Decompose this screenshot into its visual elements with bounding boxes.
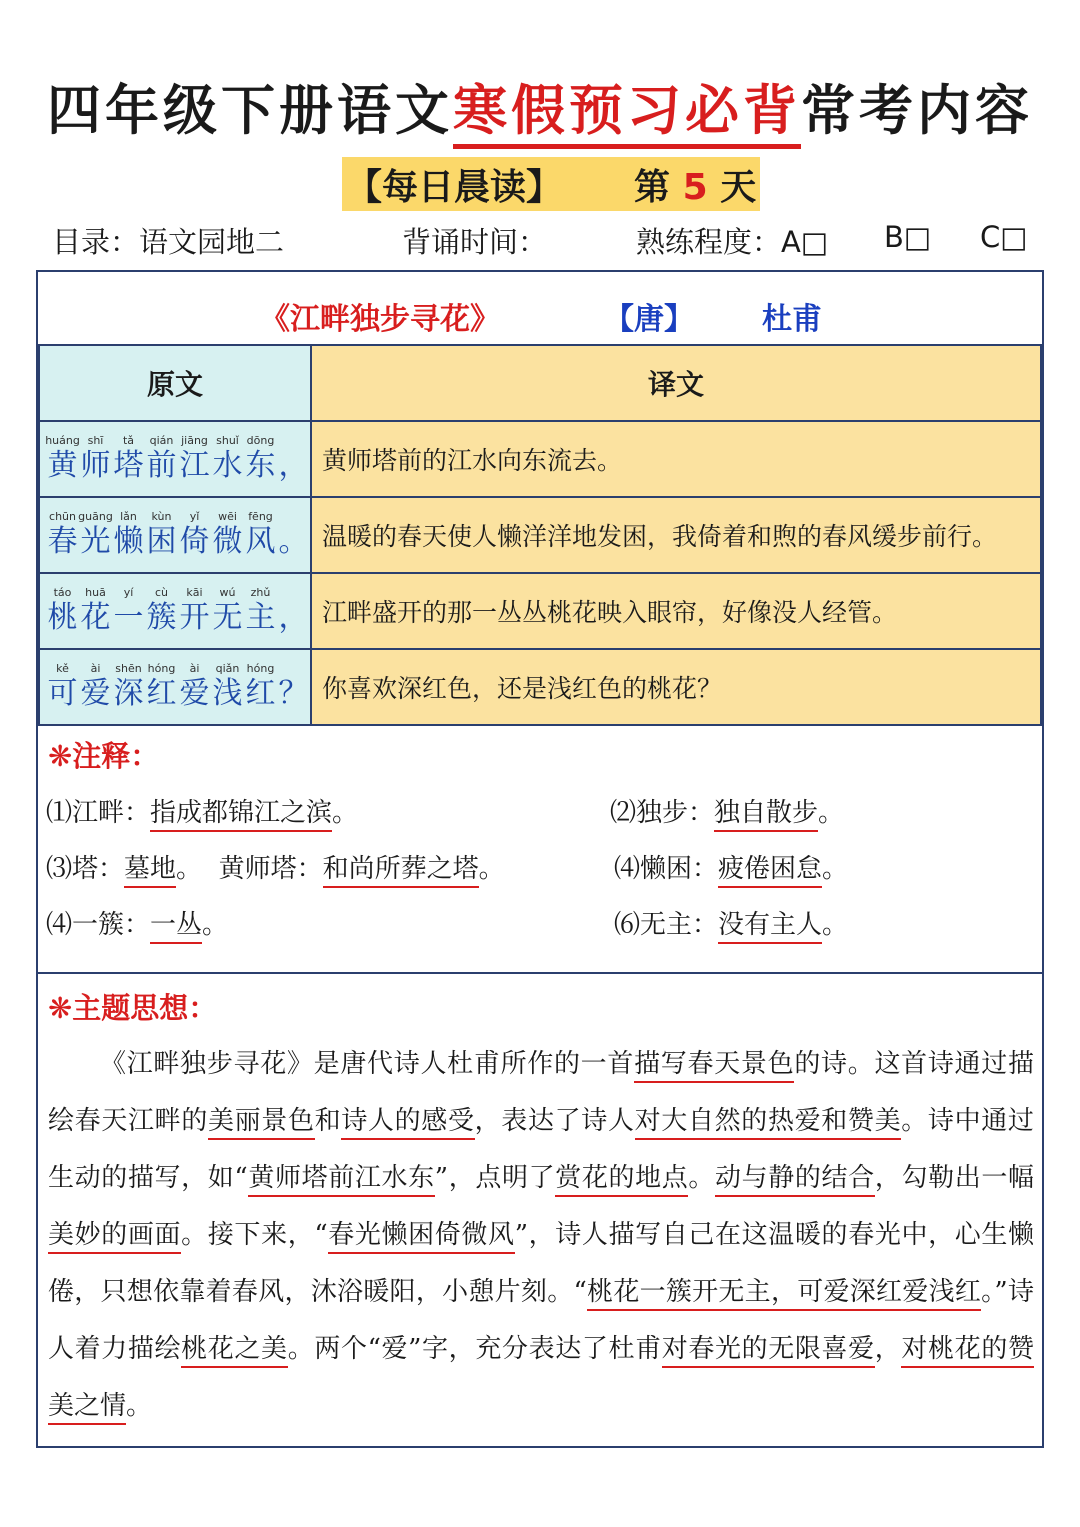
theme-highlight: 美妙的画面 [48,1220,181,1254]
hanzi: 一 [113,600,144,635]
hanzi: 微 [212,524,243,559]
theme-highlight: 对春光的无限喜爱 [662,1334,875,1368]
hanzi: 红 [245,676,276,711]
hanzi: 困 [146,524,177,559]
theme-highlight: 春光懒困倚微风 [328,1220,515,1254]
pinyin: yí [123,586,134,599]
poem-char [244,434,277,484]
proficiency-b: B□ [884,220,932,254]
poem-char [145,434,178,484]
hanzi: ， [278,448,309,483]
poem-char [244,662,277,712]
hanzi: 深 [113,676,144,711]
pinyin: lǎn [120,510,137,523]
poem-title: 《江畔独步寻花》 [260,302,500,337]
poem-char [79,586,112,636]
poem-char [112,662,145,712]
pinyin: zhǔ [250,586,271,599]
poem-char [244,586,277,636]
hanzi: 浅 [212,676,243,711]
theme-highlight: 美丽景色 [208,1106,315,1140]
theme-text: 。诗中通过生动的描写，如“ [48,1106,1034,1193]
hanzi: 簇 [146,600,177,635]
table-row [39,649,1041,725]
theme-text: 和 [314,1106,342,1136]
title-suffix: 常考内容 [801,79,1033,142]
pinyin: hóng [147,662,176,675]
poem-char [145,510,178,560]
theme-text: 。”诗人着力描绘 [48,1277,1034,1364]
translation-line: 江畔盛开的那一丛丛桃花映入眼帘，好像没人经管。 [322,598,898,627]
poem-dynasty: 【唐】 [604,302,694,337]
poem-char [145,586,178,636]
hanzi: 红 [146,676,177,711]
theme-highlight: 动与静的结合 [715,1163,875,1197]
translation-line: 黄师塔前的江水向东流去。 [322,446,623,475]
poem-char [211,510,244,560]
note-item: ⑴江畔：指成都锦江之滨。 [46,792,358,829]
hanzi: 主 [245,600,276,635]
poem-char [46,662,79,712]
pinyin: kùn [151,510,172,523]
pinyin: shēn [115,662,142,675]
theme-text: 的诗。这首诗通过描绘春天江畔的 [48,1049,1034,1136]
pinyin: guāng [78,510,113,523]
theme-highlight: 赏花的地点 [555,1163,688,1197]
poem-char [277,586,310,636]
title-highlight: 寒假预习必背 [453,79,801,149]
pinyin: dōng [246,434,275,447]
hanzi: ？ [278,676,309,711]
poem-char [277,434,310,484]
col-original-header: 原文 [39,345,311,421]
theme-text: ，勾勒出一幅 [874,1163,1034,1193]
poem-char [244,510,277,560]
theme-text: 。接下来，“ [181,1220,328,1250]
daily-label: 【每日晨读】 [346,166,563,208]
poem-char [46,510,79,560]
poem-line [40,662,310,712]
recite-time: 背诵时间： [402,225,548,259]
pinyin: kāi [186,586,203,599]
section-divider [38,972,1042,974]
poem-char [277,510,310,560]
day-indicator [634,159,756,210]
pinyin: chūn [49,510,76,523]
pinyin: cù [154,586,169,599]
poem-char [211,434,244,484]
theme-text: 。两个“爱”字，充分表达了杜甫 [287,1334,662,1364]
proficiency-c: C□ [980,220,1028,254]
table-row [39,497,1041,573]
hanzi: 爱 [80,676,111,711]
theme-paragraph [48,1036,1034,1435]
theme-heading: ❋主题思想： [48,991,218,1025]
poem-char [178,510,211,560]
hanzi: 风 [245,524,276,559]
content-box [36,270,1044,1448]
pinyin: huā [85,586,106,599]
pinyin: ài [90,662,101,675]
pinyin: shuǐ [216,434,239,447]
pinyin: jiāng [181,434,208,447]
note-item: ⑵独步：独自散步。 [610,792,844,829]
poem-line [40,586,310,636]
theme-highlight: 描写春天景色 [634,1049,794,1083]
hanzi: 塔 [113,448,144,483]
hanzi: 桃 [47,600,78,635]
poem-char [211,662,244,712]
theme-text: ， [874,1334,902,1364]
pinyin: fēng [248,510,273,523]
hanzi: 懒 [113,524,144,559]
theme-text: 《江畔独步寻花》是唐代诗人杜甫所作的一首 [100,1049,635,1079]
poem-char [178,434,211,484]
theme-highlight: 对桃花的赞美之情 [48,1334,1034,1425]
poem-char [79,510,112,560]
theme-text: ”，诗人描写自己在这温暖的春光中，心生懒倦，只想依靠着春风，沐浴暖阳，小憩片刻。“ [48,1220,1034,1307]
hanzi: 水 [212,448,243,483]
hanzi: 爱 [179,676,210,711]
pinyin: yǐ [189,510,200,523]
hanzi: 光 [80,524,111,559]
notes-heading: ❋注释： [48,739,160,773]
hanzi: 。 [278,524,309,559]
note-item: ⑷懒困：疲倦困怠。 [614,848,848,885]
hanzi: 花 [80,600,111,635]
pinyin: shī [87,434,104,447]
pinyin: hóng [246,662,275,675]
theme-text: ”，点明了 [434,1163,556,1193]
title-prefix: 四年级下册语文 [47,79,453,142]
poem-char [178,662,211,712]
hanzi: 开 [179,600,210,635]
theme-highlight: 黄师塔前江水东 [248,1163,435,1197]
hanzi: 可 [47,676,78,711]
poem-line [40,510,310,560]
pinyin: huáng [45,434,80,447]
pinyin: táo [53,586,72,599]
pinyin: wēi [218,510,237,523]
poem-char [178,586,211,636]
poem-author: 杜甫 [762,302,822,337]
day-prefix: 第 [634,166,671,208]
note-item: ⑷一簇：一丛。 [46,904,228,941]
table-header-row [39,345,1041,421]
hanzi: 东 [245,448,276,483]
poem-table [38,344,1042,726]
hanzi: 倚 [179,524,210,559]
poem-header [38,272,1042,344]
theme-highlight: 对大自然的热爱和赞美 [635,1106,902,1140]
pinyin: wú [219,586,236,599]
poem-char [145,662,178,712]
pinyin: qiǎn [215,662,240,675]
poem-char [112,586,145,636]
day-suffix: 天 [720,166,757,208]
theme-highlight: 桃花之美 [181,1334,288,1368]
poem-char [277,662,310,712]
note-item: ⑹无主：没有主人。 [614,904,848,941]
pinyin: kě [56,662,69,675]
theme-text: 。 [126,1391,153,1421]
table-row [39,573,1041,649]
day-number: 5 [682,166,708,208]
poem-char [112,434,145,484]
proficiency-a: 熟练程度：A□ [636,225,829,259]
poem-char [79,434,112,484]
poem-char [112,510,145,560]
hanzi: 前 [146,448,177,483]
note-item: ⑶塔：墓地。 黄师塔：和尚所葬之塔。 [46,848,505,885]
pinyin: qián [149,434,174,447]
hanzi: 黄 [47,448,78,483]
poem-line [40,434,310,484]
table-row [39,421,1041,497]
poem-char [46,586,79,636]
hanzi: 春 [47,524,78,559]
meta-row [0,220,1080,264]
pinyin: tǎ [122,434,135,447]
theme-highlight: 桃花一簇开无主，可爱深红爱浅红 [587,1277,981,1311]
theme-text: 。 [688,1163,716,1193]
poem-char [46,434,79,484]
translation-line: 温暖的春天使人懒洋洋地发困，我倚着和煦的春风缓步前行。 [322,522,998,551]
page-title [0,68,1080,145]
col-translation-header: 译文 [311,345,1041,421]
hanzi: 无 [212,600,243,635]
theme-highlight: 诗人的感受 [341,1106,474,1140]
translation-line: 你喜欢深红色，还是浅红色的桃花？ [322,674,723,703]
catalog: 目录：语文园地二 [52,225,285,259]
hanzi: ， [278,600,309,635]
poem-char [211,586,244,636]
theme-text: ，表达了诗人 [474,1106,635,1136]
hanzi: 江 [179,448,210,483]
pinyin: ài [189,662,200,675]
daily-reading-label [342,157,760,211]
hanzi: 师 [80,448,111,483]
poem-char [79,662,112,712]
